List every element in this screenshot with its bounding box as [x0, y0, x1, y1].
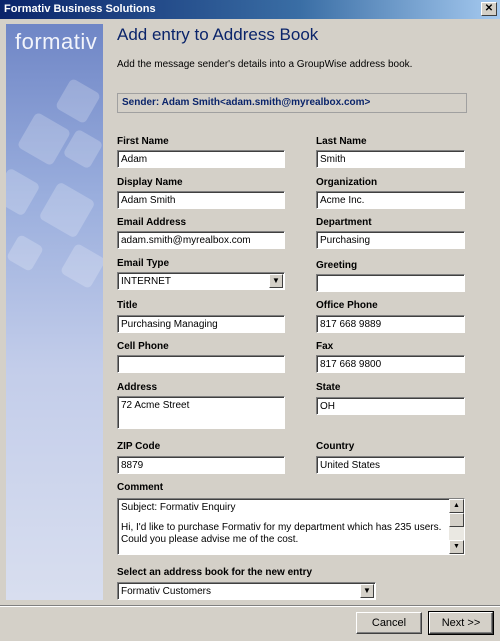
- window-title: Formativ Business Solutions: [4, 3, 156, 15]
- first-name-field[interactable]: Adam: [117, 150, 285, 168]
- zip-code-label: ZIP Code: [117, 441, 161, 452]
- next-button[interactable]: Next >>: [429, 612, 493, 634]
- greeting-field[interactable]: [316, 274, 465, 292]
- cell-phone-field[interactable]: [117, 355, 285, 373]
- cancel-button[interactable]: Cancel: [356, 612, 422, 634]
- email-type-value: INTERNET: [121, 276, 171, 287]
- decorative-shape: [6, 167, 41, 216]
- chevron-down-icon[interactable]: ▼: [269, 274, 283, 288]
- first-name-label: First Name: [117, 136, 169, 147]
- main-panel: [103, 19, 500, 605]
- close-icon[interactable]: ✕: [481, 2, 497, 16]
- scroll-thumb[interactable]: [449, 513, 464, 527]
- footer-divider: [0, 605, 500, 607]
- organization-field[interactable]: Acme Inc.: [316, 191, 465, 209]
- decorative-shape: [17, 112, 72, 167]
- state-label: State: [316, 382, 341, 393]
- department-field[interactable]: Purchasing: [316, 231, 465, 249]
- decorative-shape: [6, 234, 44, 272]
- last-name-label: Last Name: [316, 136, 367, 147]
- fax-field[interactable]: 817 668 9800: [316, 355, 465, 373]
- formativ-logo: formativ: [15, 29, 98, 54]
- address-label: Address: [117, 382, 158, 393]
- greeting-label: Greeting: [316, 260, 358, 271]
- office-phone-field[interactable]: 817 668 9889: [316, 315, 465, 333]
- fax-label: Fax: [316, 341, 334, 352]
- office-phone-label: Office Phone: [316, 300, 378, 311]
- display-name-field[interactable]: Adam Smith: [117, 191, 285, 209]
- comment-line-2: Hi, I'd like to purchase Formativ for my department which has 235 users. Could you please advise me of the cost.: [121, 522, 442, 545]
- address-book-select[interactable]: [117, 582, 376, 600]
- title-bar: [0, 0, 500, 19]
- organization-label: Organization: [316, 177, 378, 188]
- sidebar-banner: [6, 24, 103, 600]
- state-field[interactable]: OH: [316, 397, 465, 415]
- decorative-shape: [38, 181, 95, 238]
- title-label: Title: [117, 300, 138, 311]
- page-subtitle: Add the message sender's details into a GroupWise address book.: [117, 59, 413, 70]
- department-label: Department: [316, 217, 372, 228]
- chevron-down-icon[interactable]: ▼: [360, 584, 374, 598]
- country-field[interactable]: United States: [316, 456, 465, 474]
- zip-code-field[interactable]: 8879: [117, 456, 285, 474]
- page-title: Add entry to Address Book: [117, 25, 319, 44]
- email-type-select[interactable]: [117, 272, 285, 290]
- address-field[interactable]: 72 Acme Street: [117, 396, 285, 429]
- country-label: Country: [316, 441, 355, 452]
- address-book-value: Formativ Customers: [121, 586, 212, 597]
- comment-textarea[interactable]: [117, 498, 465, 555]
- decorative-shape: [55, 78, 101, 124]
- comment-scrollbar[interactable]: [449, 499, 464, 554]
- email-address-field[interactable]: adam.smith@myrealbox.com: [117, 231, 285, 249]
- title-field[interactable]: Purchasing Managing: [117, 315, 285, 333]
- email-address-label: Email Address: [117, 217, 187, 228]
- address-book-label: Select an address book for the new entry: [117, 567, 313, 578]
- last-name-field[interactable]: Smith: [316, 150, 465, 168]
- decorative-shape: [60, 243, 103, 289]
- display-name-label: Display Name: [117, 177, 183, 188]
- arrow-up-icon[interactable]: ▲: [449, 499, 464, 513]
- arrow-down-icon[interactable]: ▼: [449, 540, 464, 554]
- comment-line-1: Subject: Formativ Enquiry: [121, 502, 236, 513]
- comment-label: Comment: [117, 482, 164, 493]
- cell-phone-label: Cell Phone: [117, 341, 169, 352]
- sender-info: Sender: Adam Smith<adam.smith@myrealbox.com>: [117, 93, 467, 113]
- email-type-label: Email Type: [117, 258, 170, 269]
